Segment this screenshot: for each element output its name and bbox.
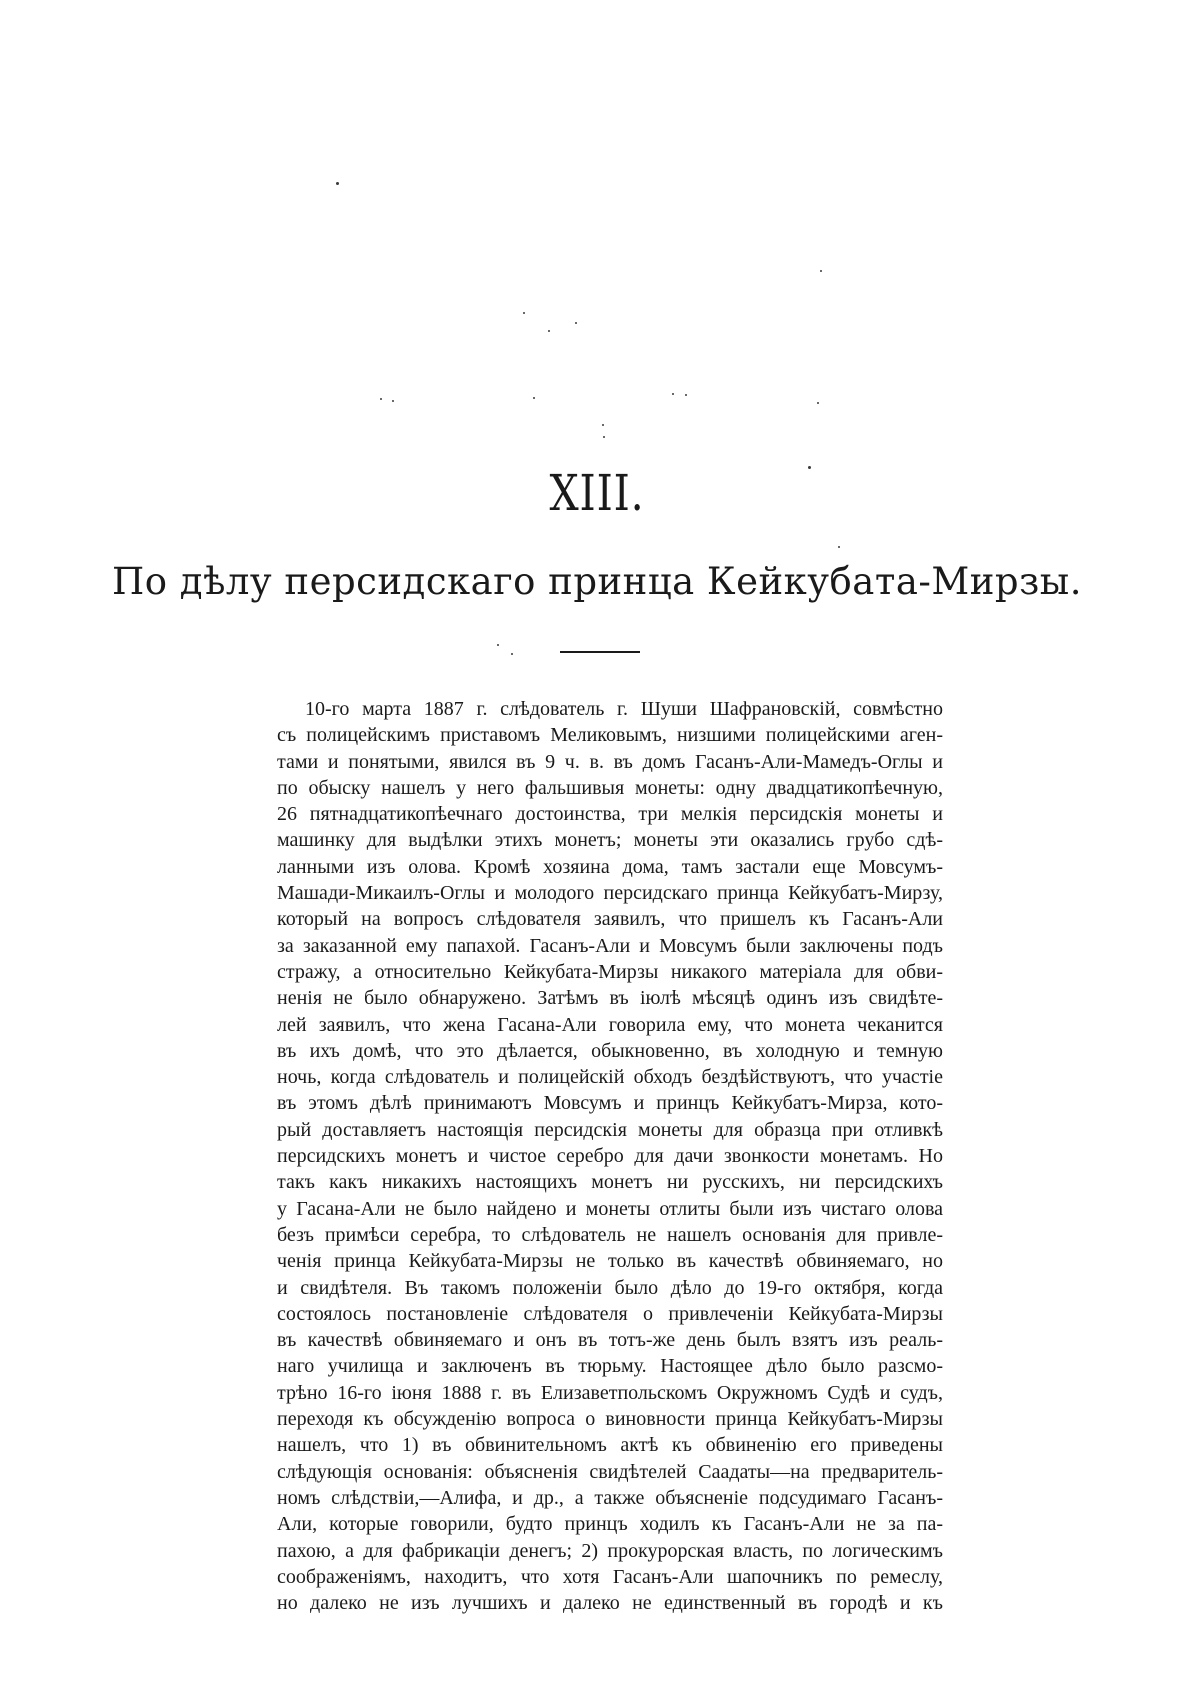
text-line: тами и понятыми, явился въ 9 ч. в. въ домъ Гасанъ-Али-Мамедъ-Оглы и [277,750,943,773]
text-line: ненія не было обнаружено. Затѣмъ въ іюлѣ мѣсяцѣ одинъ изъ свидѣте- [277,987,943,1010]
title-divider [560,651,640,653]
text-line: Машади-Микаилъ-Оглы и молодого персидскаго принца Кейкубатъ-Мирзу, [277,882,943,905]
text-line: у Гасана-Али не было найдено и монеты отлиты были изъ чистаго олова [277,1197,943,1220]
text-line: безъ примѣси серебра, то слѣдователь не нашелъ основанія для привле- [277,1223,943,1246]
text-line: персидскихъ монетъ и чистое серебро для дачи звонкости монетамъ. Но [277,1145,943,1168]
text-line: въ ихъ домѣ, что это дѣлается, обыкновенно, въ холодную и темную [277,1039,943,1062]
text-line: въ качествѣ обвиняемаго и онъ въ тотъ-же день былъ взятъ изъ реаль- [277,1329,943,1352]
text-line: 26 пятнадцатикопѣечнаго достоинства, три мелкія персидскія монеты и [277,803,943,826]
text-line: въ этомъ дѣлѣ принимаютъ Мовсумъ и принцъ Кейкубатъ-Мирза, кото- [277,1092,943,1115]
text-line: но далеко не изъ лучшихъ и далеко не единственный въ городѣ и къ [277,1592,943,1615]
chapter-title: По дѣлу персидскаго принца Кейкубата-Мирзы. [111,560,1083,603]
text-line: Али, которые говорили, будто принцъ ходилъ къ Гасанъ-Али не за па- [277,1513,943,1536]
text-line: такъ какъ никакихъ настоящихъ монетъ ни русскихъ, ни персидскихъ [277,1171,943,1194]
text-line: ченія принца Кейкубата-Мирзы не только въ качествѣ обвиняемаго, но [277,1250,943,1273]
text-line: рый доставляетъ настоящія персидскія монеты для образца при отливкѣ [277,1118,943,1141]
text-line: пахою, а для фабрикаціи денегъ; 2) прокурорская власть, по логическимъ [277,1539,943,1562]
text-line: лей заявилъ, что жена Гасана-Али говорила ему, что монета чеканится [277,1013,943,1036]
body-paragraph [277,696,943,1616]
text-line: съ полицейскимъ приставомъ Меликовымъ, низшими полицейскими аген- [277,724,943,747]
text-line: трѣно 16-го іюня 1888 г. въ Елизаветпольскомъ Окружномъ Судѣ и судъ, [277,1381,943,1404]
text-line: переходя къ обсужденію вопроса о виновности принца Кейкубатъ-Мирзы [277,1408,943,1431]
text-line: за заказанной ему папахой. Гасанъ-Али и Мовсумъ были заключены подъ [277,934,943,957]
text-line: нашелъ, что 1) въ обвинительномъ актѣ къ обвиненію его приведены [277,1434,943,1457]
text-line: который на вопросъ слѣдователя заявилъ, что пришелъ къ Гасанъ-Али [277,908,943,931]
text-line: наго училища и заключенъ въ тюрьму. Настоящее дѣло было разсмо- [277,1355,943,1378]
text-line: ночь, когда слѣдователь и полицейскій обходъ бездѣйствуютъ, что участіе [277,1066,943,1089]
text-line: и свидѣтеля. Въ такомъ положеніи было дѣло до 19-го октября, когда [277,1276,943,1299]
text-line: по обыску нашелъ у него фальшивыя монеты: одну двадцатикопѣечную, [277,776,943,799]
text-line: 10-го марта 1887 г. слѣдователь г. Шуши Шафрановскій, совмѣстно [305,698,943,720]
text-line: машинку для выдѣлки этихъ монетъ; монеты эти оказались грубо сдѣ- [277,829,943,852]
text-line: соображеніямъ, находитъ, что хотя Гасанъ-Али шапочникъ по ремеслу, [277,1565,943,1588]
text-line: номъ слѣдствіи,—Алифа, и др., а также объясненіе подсудимаго Гасанъ- [277,1486,943,1509]
text-line: состоялось постановленіе слѣдователя о привлеченіи Кейкубата-Мирзы [277,1302,943,1325]
chapter-number: XIII. [549,464,645,522]
text-line: ланными изъ олова. Кромѣ хозяина дома, тамъ застали еще Мовсумъ- [277,855,943,878]
text-line: слѣдующія основанія: объясненія свидѣтелей Саадаты—на предваритель- [277,1460,943,1483]
text-line: стражу, а относительно Кейкубата-Мирзы никакого матеріала для обви- [277,960,943,983]
